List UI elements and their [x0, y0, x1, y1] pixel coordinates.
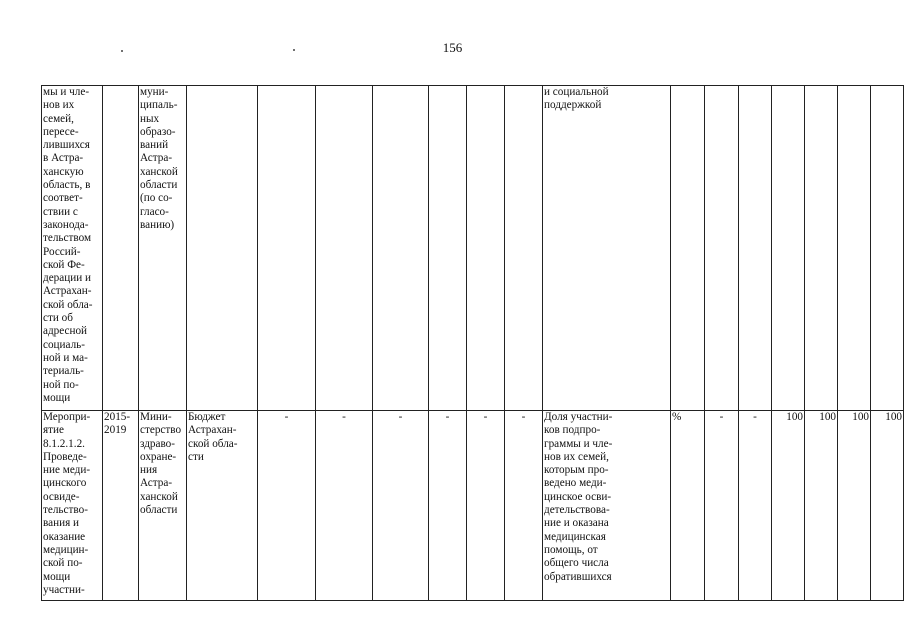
cell-value: [838, 86, 871, 411]
cell-funding-source: [187, 86, 258, 411]
scan-speck: [121, 50, 123, 52]
cell-text: -: [398, 411, 403, 423]
cell-funding-2015: [258, 86, 316, 411]
cell-value: [805, 411, 838, 601]
cell-indicator: [543, 411, 671, 601]
cell-funding-2019: [467, 411, 505, 601]
cell-value: [705, 86, 739, 411]
cell-indicator: [543, 86, 671, 411]
cell-value: [805, 86, 838, 411]
cell-funding-total: [505, 86, 543, 411]
cell-funding-2016: [316, 411, 373, 601]
cell-text: и социальной поддержкой: [544, 86, 609, 112]
cell-value: [871, 411, 904, 601]
cell-text: Меропри- ятие 8.1.2.1.2. Проведе- ние меди- цинского освиде- тельство- вания и оказание медицин- ской по- мощи участни-: [43, 411, 91, 596]
cell-text: муни- ципаль- ных образо- ваний Астра- ханской области (по со- гласо- ванию): [140, 86, 178, 231]
cell-text: -: [521, 411, 526, 423]
cell-text: -: [483, 411, 488, 423]
cell-text: -: [284, 411, 289, 423]
cell-unit: [671, 411, 705, 601]
cell-value: [838, 411, 871, 601]
table-row: [42, 411, 904, 601]
cell-text: 100: [786, 411, 803, 423]
cell-funding-2015: [258, 411, 316, 601]
cell-activity: [42, 86, 103, 411]
cell-value: [871, 86, 904, 411]
cell-text: мы и чле- нов их семей, пересе- лившихся в Астра- ханскую область, в соответ- ствии с законода- тельством Россий- ской Фе- дерации и Астрахан- ской обла- сти об адресной социаль- ной и ма- териаль- ной по- мощи: [43, 86, 93, 404]
table-row: [42, 86, 904, 411]
cell-funding-2019: [467, 86, 505, 411]
cell-funding-2018: [429, 411, 467, 601]
cell-funding-total: [505, 411, 543, 601]
cell-value: [739, 411, 772, 601]
cell-text: Бюджет Астрахан- ской обла- сти: [188, 411, 238, 463]
cell-funding-2016: [316, 86, 373, 411]
cell-text: 100: [819, 411, 836, 423]
cell-value: [739, 86, 772, 411]
scan-speck: [293, 49, 295, 51]
cell-text: 100: [885, 411, 902, 423]
cell-value: [772, 86, 805, 411]
cell-value: [772, 411, 805, 601]
cell-value: [705, 411, 739, 601]
cell-period: [103, 411, 139, 601]
cell-text: %: [672, 411, 682, 423]
cell-text: 100: [852, 411, 869, 423]
cell-text: -: [719, 411, 724, 423]
cell-funding-2018: [429, 86, 467, 411]
cell-text: -: [342, 411, 346, 423]
cell-executor: [139, 86, 187, 411]
cell-funding-2017: [373, 86, 429, 411]
cell-text: 2015- 2019: [104, 411, 131, 437]
cell-text: -: [445, 411, 450, 423]
cell-unit: [671, 86, 705, 411]
cell-text: Мини- стерство здраво- охране- ния Астра- ханской области: [140, 411, 182, 517]
program-table: [41, 85, 904, 601]
cell-text: Доля участни- ков подпро- граммы и чле- нов их семей, которым про- ведено меди- цинское осви- детельствова- ние и оказана медицинская помощь, от общего числа обратившихся: [544, 411, 613, 583]
cell-funding-2017: [373, 411, 429, 601]
cell-period: [103, 86, 139, 411]
cell-executor: [139, 411, 187, 601]
cell-funding-source: [187, 411, 258, 601]
cell-activity: [42, 411, 103, 601]
cell-text: -: [753, 411, 757, 423]
page-number: 156: [442, 40, 463, 55]
